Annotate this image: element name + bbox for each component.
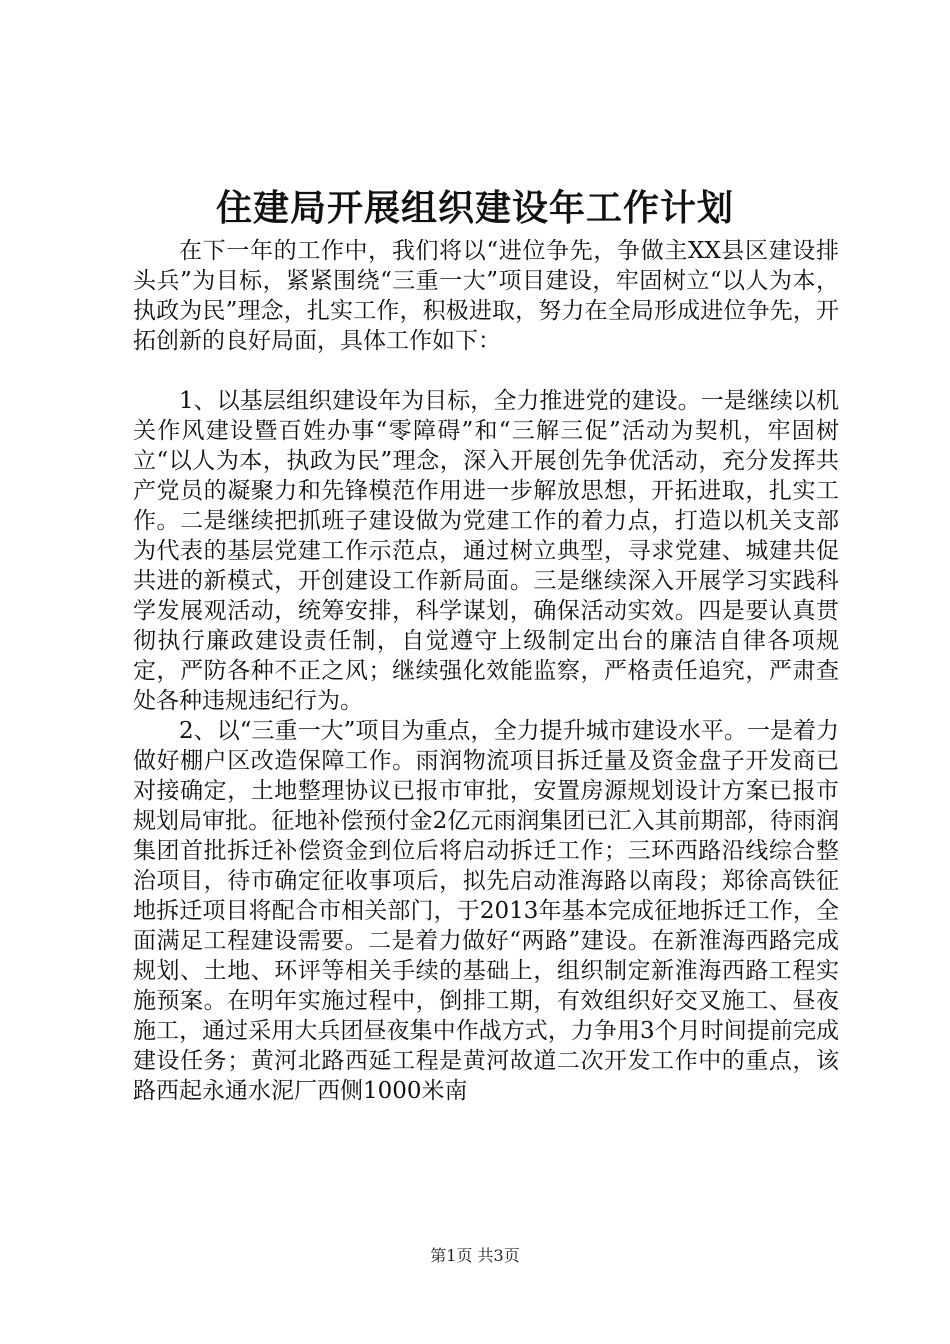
page-footer: 第1页 共3页 [430,1246,520,1265]
document-body [133,236,839,1106]
paragraph-party-building: 1、以基层组织建设年为目标，全力推进党的建设。一是继续以机关作风建设暨百姓办事“零障碍”和“三解三促”活动为契机，牢固树立“以人为本，执政为民”理念，深入开展创先争优活动，充分发挥共产党员的凝聚力和先锋模范作用进一步解放思想，开拓进取，扎实工作。二是继续把抓班子建设做为党建工作的着力点，打造以机关支部为代表的基层党建工作示范点，通过树立典型，寻求党建、城建共促共进的新模式，开创建设工作新局面。三是继续深入开展学习实践科学发展观活动，统筹安排，科学谋划，确保活动实效。四是要认真贯彻执行廉政建设责任制，自觉遵守上级制定出台的廉洁自律各项规定，严防各种不正之风；继续强化效能监察，严格责任追究，严肃查处各种违规违纪行为。 [133,388,839,714]
paragraph-city-construction: 2、以“三重一大”项目为重点，全力提升城市建设水平。一是着力做好棚户区改造保障工作。雨润物流项目拆迁量及资金盘子开发商已对接确定，土地整理协议已报市审批，安置房源规划设计方案已报市规划局审批。征地补偿预付金2亿元雨润集团已汇入其前期部，待雨润集团首批拆迁补偿资金到位后将启动拆迁工作；三环西路沿线综合整治项目，待市确定征收事项后，拟先启动淮海路以南段；郑徐高铁征地拆迁项目将配合市相关部门，于2013年基本完成征地拆迁工作，全面满足工程建设需要。二是着力做好“两路”建设。在新淮海西路完成规划、土地、环评等相关手续的基础上，组织制定新淮海西路工程实施预案。在明年实施过程中，倒排工期，有效组织好交叉施工、昼夜施工，通过采用大兵团昼夜集中作战方式，力争用3个月时间提前完成建设任务；黄河北路西延工程是黄河故道二次开发工作中的重点，该路西起永通水泥厂西侧1000米南 [133,718,839,1104]
intro-paragraph: 在下一年的工作中，我们将以“进位争先，争做主XX县区建设排头兵”为目标，紧紧围绕“三重一大”项目建设，牢固树立“以人为本，执政为民”理念，扎实工作，积极进取，努力在全局形成进位争先，开拓创新的良好局面，具体工作如下： [133,238,839,354]
document-title: 住建局开展组织建设年工作计划 [215,187,734,229]
